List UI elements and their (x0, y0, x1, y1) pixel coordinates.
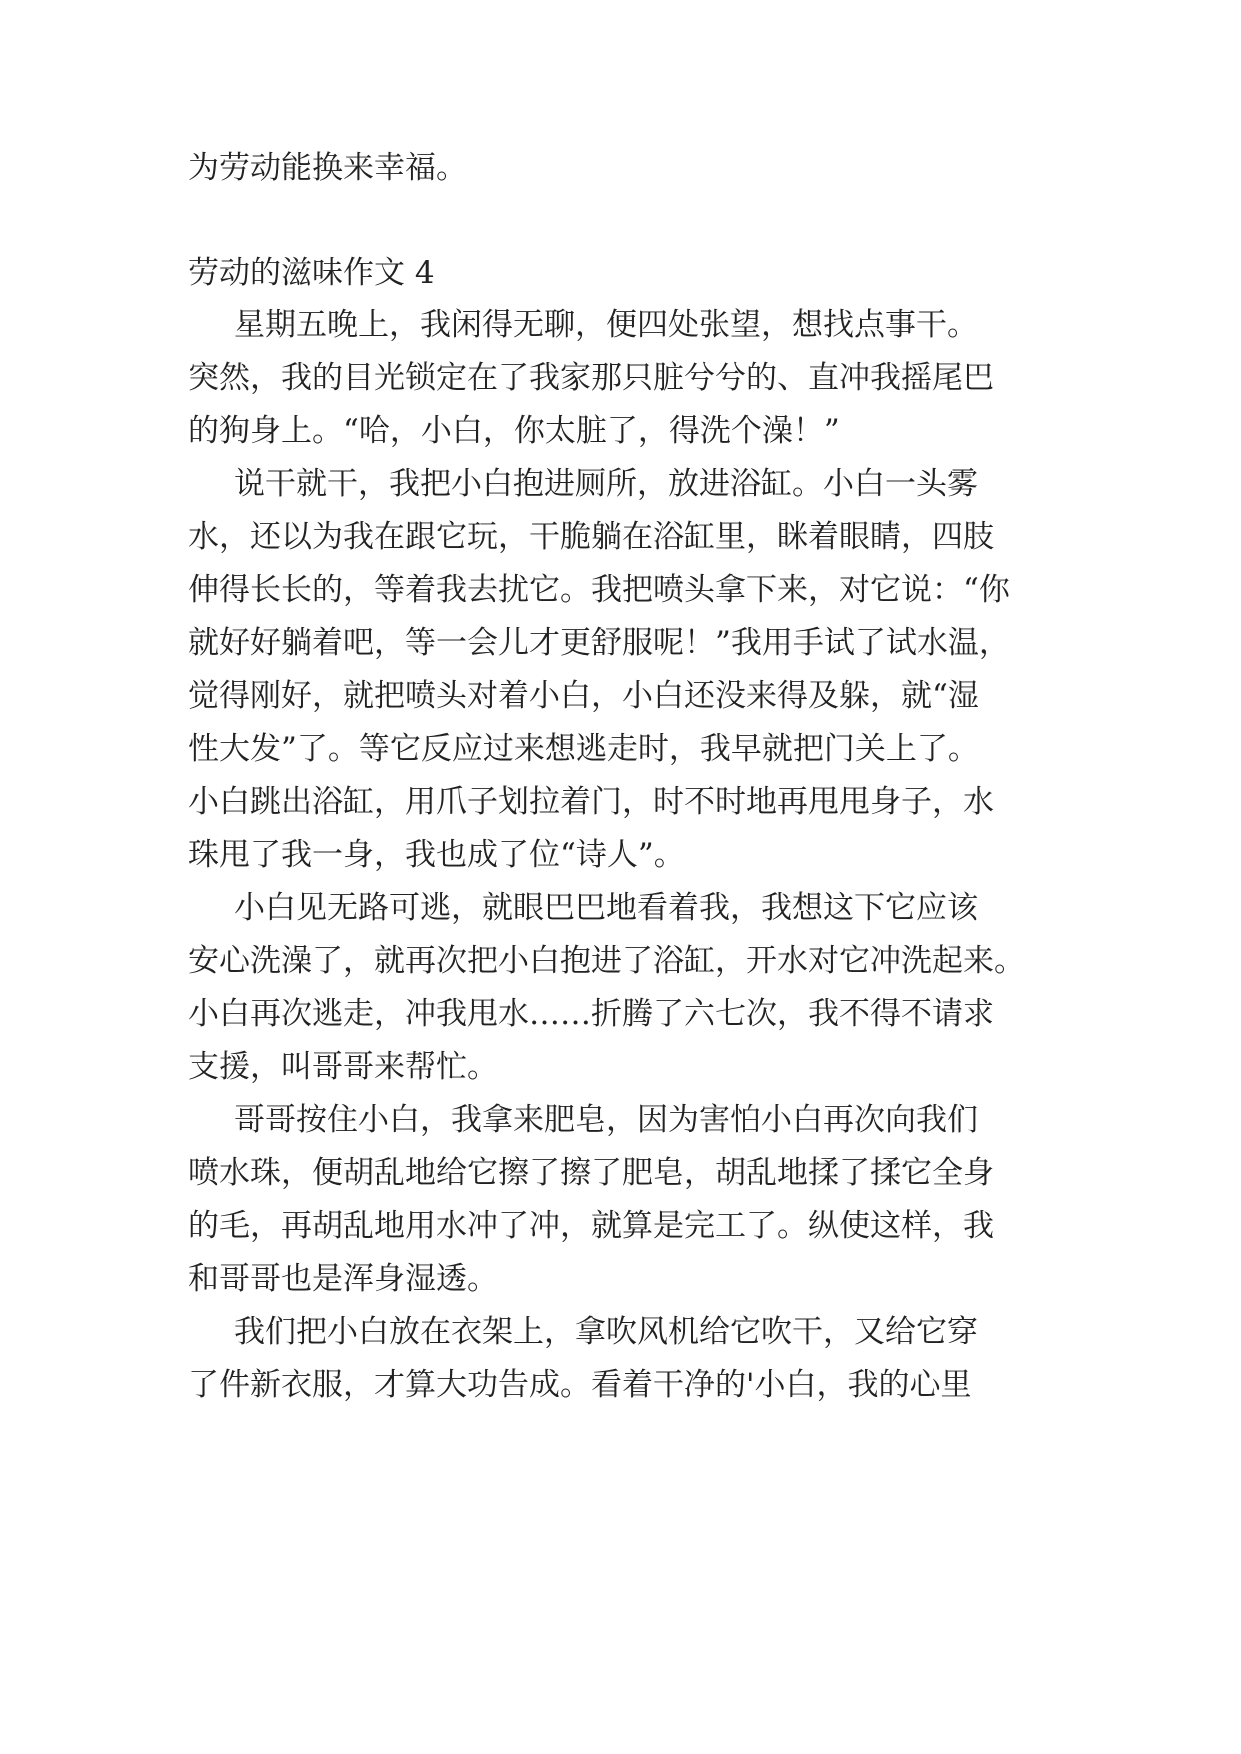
paragraph-line: 喷水珠，便胡乱地给它擦了擦了肥皂，胡乱地揉了揉它全身 (188, 1155, 994, 1191)
paragraph-line: 珠甩了我一身，我也成了位“诗人”。 (188, 837, 685, 873)
paragraph-line: 伸得长长的，等着我去扰它。我把喷头拿下来，对它说：“你 (188, 572, 1010, 608)
paragraph-line: 性大发”了。等它反应过来想逃走时，我早就把门关上了。 (188, 731, 979, 767)
paragraph-line: 了件新衣服，才算大功告成。看着干净的'小白，我的心里 (188, 1367, 972, 1403)
paragraph-line: 的毛，再胡乱地用水冲了冲，就算是完工了。纵使这样，我 (188, 1208, 994, 1244)
paragraph-line: 水，还以为我在跟它玩，干脆躺在浴缸里，眯着眼睛，四肢 (188, 519, 994, 555)
intro-tail-line: 为劳动能换来幸福。 (188, 150, 467, 186)
paragraph-line: 支援，叫哥哥来帮忙。 (188, 1049, 498, 1085)
paragraph-line: 小白再次逃走，冲我甩水……折腾了六七次，我不得不请求 (188, 996, 994, 1032)
paragraph-line: 觉得刚好，就把喷头对着小白，小白还没来得及躲，就“湿 (188, 678, 979, 714)
paragraph-line: 我们把小白放在衣架上，拿吹风机给它吹干，又给它穿 (234, 1314, 978, 1350)
paragraph-line: 小白见无路可逃，就眼巴巴地看着我，我想这下它应该 (234, 890, 978, 926)
section-heading: 劳动的滋味作文 4 (188, 255, 435, 291)
paragraph-line: 突然，我的目光锁定在了我家那只脏兮兮的、直冲我摇尾巴 (188, 360, 994, 396)
paragraph-line: 星期五晚上，我闲得无聊，便四处张望，想找点事干。 (234, 307, 978, 343)
paragraph-line: 哥哥按住小白，我拿来肥皂，因为害怕小白再次向我们 (234, 1102, 978, 1138)
paragraph-line: 说干就干，我把小白抱进厕所，放进浴缸。小白一头雾 (234, 466, 978, 502)
paragraph-line: 就好好躺着吧，等一会儿才更舒服呢！”我用手试了试水温， (188, 625, 1010, 661)
paragraph-line: 的狗身上。“哈，小白，你太脏了，得洗个澡！” (188, 413, 840, 449)
paragraph-line: 小白跳出浴缸，用爪子划拉着门，时不时地再甩甩身子，水 (188, 784, 994, 820)
paragraph-line: 和哥哥也是浑身湿透。 (188, 1261, 498, 1297)
paragraph-line: 安心洗澡了，就再次把小白抱进了浴缸，开水对它冲洗起来。 (188, 943, 1025, 979)
